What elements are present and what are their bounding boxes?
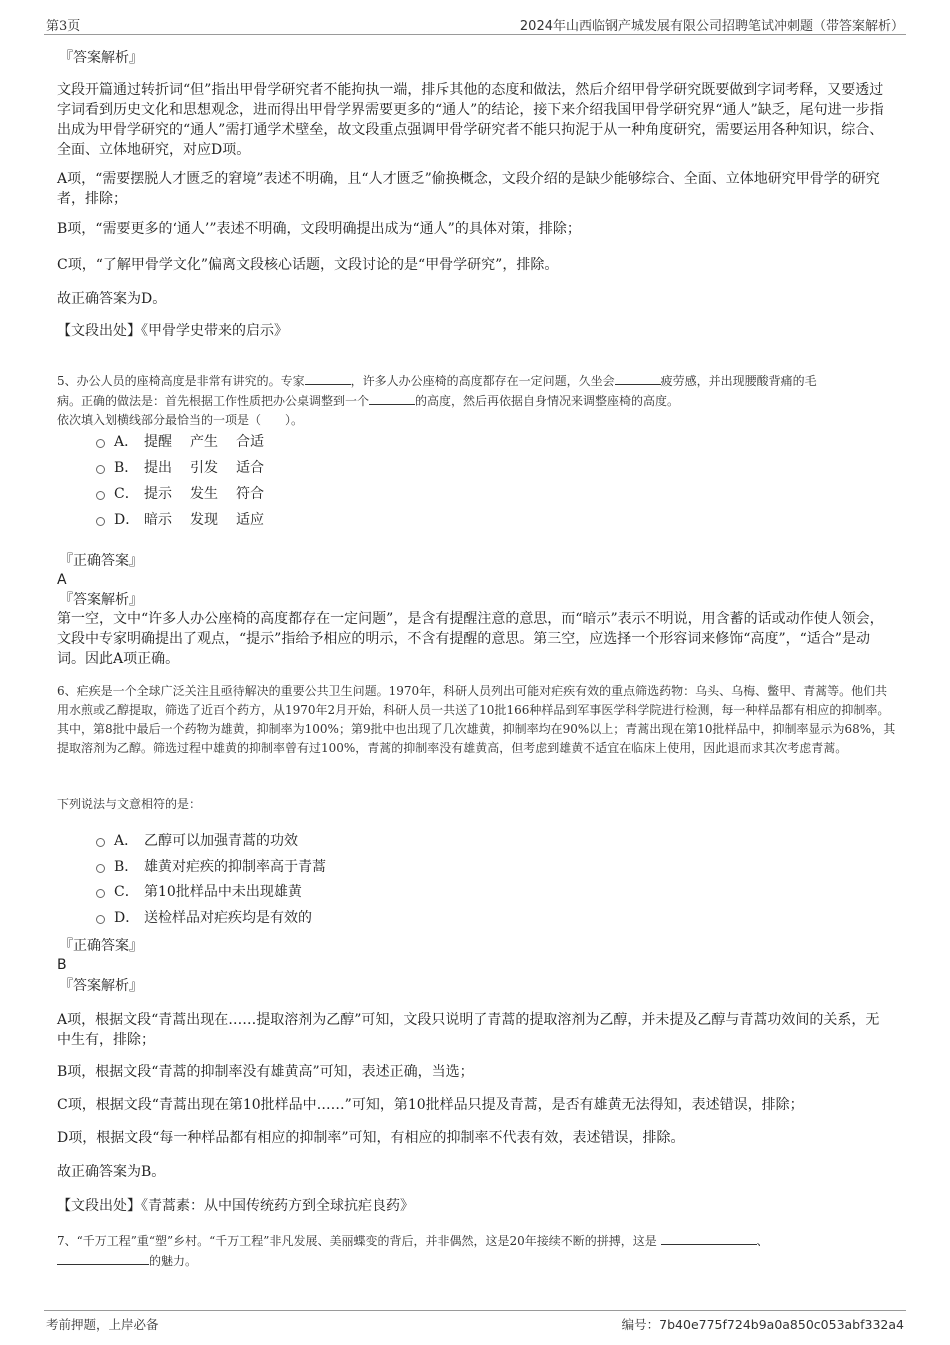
q6-analysis-p2: B项，根据文段“青蒿的抑制率没有雄黄高”可知，表述正确，当选； — [57, 1064, 474, 1080]
q6-analysis-p1: A项，根据文段“青蒿出现在……提取溶剂为乙醇”可知，文段只说明了青蒿的提取溶剂为乙醇，并未提及乙醇与青蒿功效间的关系，无中生有，排除； — [57, 1012, 880, 1048]
source-label: 【文段出处】 — [57, 323, 141, 339]
radio-icon[interactable] — [96, 517, 105, 526]
footer-motto: 考前押题，上岸必备 — [46, 1317, 159, 1332]
radio-icon[interactable] — [96, 491, 105, 500]
document-title: 2024年山西临钢产城发展有限公司招聘笔试冲刺题（带答案解析） — [519, 19, 904, 34]
footer-divider — [44, 1310, 906, 1311]
q6-source — [57, 1197, 414, 1215]
question-6-stem: 6、疟疾是一个全球广泛关注且亟待解决的重要公共卫生问题。1970年，科研人员列出可能对疟疾有效的重点筛选药物：乌头、乌梅、鳖甲、青蒿等。他们共用水煎或乙醇提取，筛选了近百个药方，从1970年2月开始，科研人员一共送了10批166种样品到军事医学科学院进行检测，每一种样品都有相应的抑制率。其中，第8批中最后一个药物为雄黄，抑制率为100%；第9批中也出现了几次雄黄，抑制率均在90%以上；青蒿出现在第10批样品中，抑制率显示为68%，其提取溶剂为乙醇。筛选过程中雄黄的抑制率曾有过100%，青蒿的抑制率没有雄黄高，但考虑到雄黄不适宜在临床上使用，因此退而求其次考虑青蒿。 — [57, 684, 896, 755]
fill-blank-2 — [57, 1251, 149, 1265]
fill-blank-1 — [305, 371, 351, 385]
q5-option-a[interactable]: A． 提醒 产生 合适 — [96, 432, 282, 452]
fill-blank-3 — [369, 391, 415, 405]
q6-option-b[interactable]: B． 雄黄对疟疾的抑制率高于青蒿 — [96, 857, 326, 877]
fill-blank-2 — [615, 371, 661, 385]
q6-prompt: 下列说法与文意相符的是： — [57, 797, 202, 811]
q4-analysis-p4: C项，“了解甲骨学文化”偏离文段核心话题，文段讨论的是“甲骨学研究”，排除。 — [57, 257, 559, 273]
radio-icon[interactable] — [96, 915, 105, 924]
q4-source — [57, 322, 288, 340]
q5-answer: A — [57, 572, 67, 588]
q4-analysis-p2: A项，“需要摆脱人才匮乏的窘境”表述不明确，且“人才匮乏”偷换概念，文段介绍的是缺少能够综合、全面、立体地研究甲骨学的研究者，排除； — [57, 171, 880, 207]
q6-analysis-heading: 『答案解析』 — [59, 978, 143, 994]
q5-option-d[interactable]: D． 暗示 发现 适应 — [96, 510, 282, 530]
q6-option-a[interactable]: A． 乙醇可以加强青蒿的功效 — [96, 831, 298, 851]
q6-analysis-p4: D项，根据文段“每一种样品都有相应的抑制率”可知，有相应的抑制率不代表有效，表述错误，排除。 — [57, 1130, 685, 1146]
q6-option-c[interactable]: C． 第10批样品中未出现雄黄 — [96, 882, 302, 902]
q4-analysis-p3: B项，“需要更多的‘通人’”表述不明确，文段明确提出成为“通人”的具体对策，排除； — [57, 221, 581, 237]
radio-icon[interactable] — [96, 439, 105, 448]
source-title: 《甲骨学史带来的启示》 — [141, 323, 288, 339]
q6-option-d[interactable]: D． 送检样品对疟疾均是有效的 — [96, 908, 312, 928]
q4-analysis-p5: 故正确答案为D。 — [57, 291, 167, 307]
q6-correct-heading: 『正确答案』 — [59, 938, 143, 954]
q6-analysis-p5: 故正确答案为B。 — [57, 1164, 166, 1180]
radio-icon[interactable] — [96, 838, 105, 847]
q5-analysis: 第一空，文中“许多人办公座椅的高度都存在一定问题”，是含有提醒注意的意思，而“暗示”表示不明说，用含蓄的话或动作使人领会，文段中专家明确提出了观点，“提示”指给予相应的明示，不含有提醒的意思。第三空，应选择一个形容词来修饰“高度”，“适合”是动词。因此A项正确。 — [57, 611, 884, 667]
q4-analysis-p1: 文段开篇通过转折词“但”指出甲骨学研究者不能拘执一端，排斥其他的态度和做法，然后介绍甲骨学研究既要做到字词考释，又要透过字词看到历史文化和思想观念，进而得出甲骨学界需要更多的“通人”的结论，接下来介绍我国甲骨学研究界“通人”缺乏，尾句进一步指出成为甲骨学研究的“通人”需打通学术壁垒，故文段重点强调甲骨学研究者不能只拘泥于从一种角度研究，需要运用各种知识，综合、全面、立体地研究，对应D项。 — [57, 82, 884, 158]
q6-analysis-p3: C项，根据文段“青蒿出现在第10批样品中……”可知，第10批样品只提及青蒿，是否有雄黄无法得知，表述错误，排除； — [57, 1097, 804, 1113]
source-label: 【文段出处】 — [57, 1198, 141, 1214]
fill-blank-1 — [661, 1231, 757, 1245]
q4-analysis-heading: 『答案解析』 — [59, 50, 143, 66]
question-7-stem: 7、“千万工程”重“塑”乡村。“千万工程”非凡发展、美丽蝶变的背后，并非偶然，这是20年接续不断的拼搏，这是 、 的魅力。 — [57, 1231, 897, 1271]
question-5-stem: 5、办公人员的座椅高度是非常有讲究的。专家 ，许多人办公座椅的高度都存在一定问题，久坐会 疲劳感，并出现腰酸背痛的毛 病。正确的做法是：首先根据工作性质把办公桌调整到一个 的高度，然后再依据自身情况来调整座椅的高度。 依次填入划横线部分最恰当的一项是（ ）。 — [57, 371, 897, 430]
header-divider — [44, 34, 906, 35]
q6-answer: B — [57, 957, 67, 973]
q5-correct-heading: 『正确答案』 — [59, 553, 143, 569]
radio-icon[interactable] — [96, 889, 105, 898]
radio-icon[interactable] — [96, 465, 105, 474]
q5-analysis-heading: 『答案解析』 — [59, 592, 143, 608]
q5-option-b[interactable]: B． 提出 引发 适合 — [96, 458, 282, 478]
q5-option-c[interactable]: C． 提示 发生 符合 — [96, 484, 282, 504]
page-number: 第3页 — [46, 19, 81, 34]
radio-icon[interactable] — [96, 864, 105, 873]
source-title: 《青蒿素：从中国传统药方到全球抗疟良药》 — [141, 1198, 414, 1214]
document-code: 编号：7b40e775f724b9a0a850c053abf332a4 — [621, 1317, 904, 1332]
